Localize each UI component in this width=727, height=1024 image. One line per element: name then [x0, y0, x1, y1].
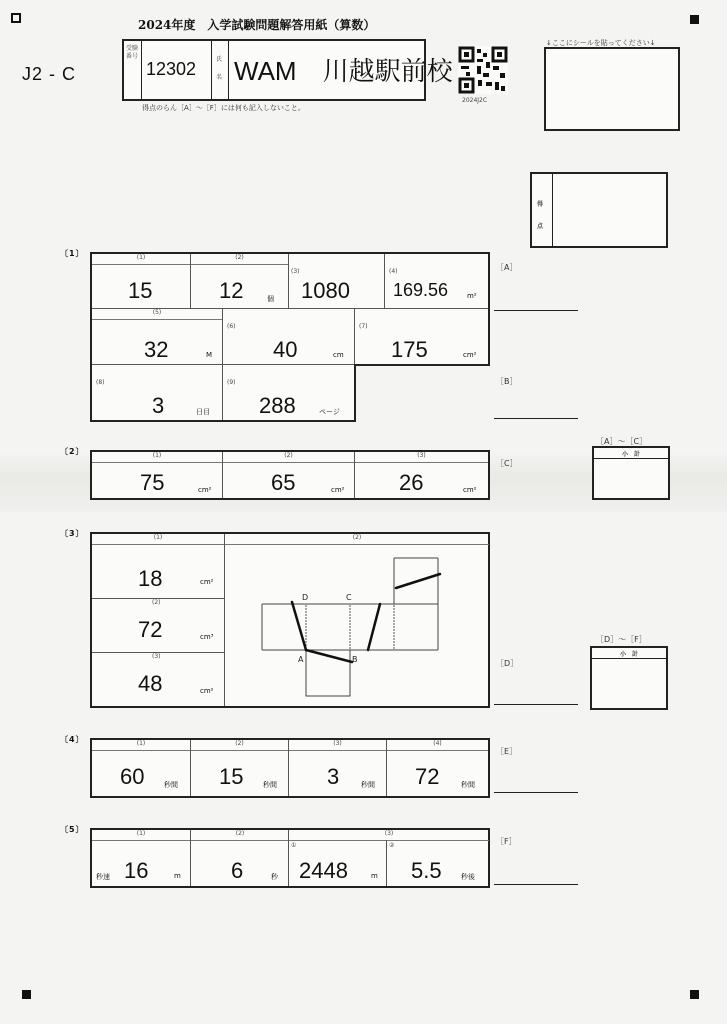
cut-line-3 — [368, 604, 380, 650]
answer-cell[interactable]: (5) 32 M — [92, 308, 222, 364]
section-1-row-3 — [90, 364, 356, 422]
label-a: A — [298, 655, 304, 664]
answer-cell[interactable]: (3) 48 cm² — [92, 652, 224, 706]
score-label-b: ［B］ — [496, 377, 518, 386]
answer-value: 60 — [120, 764, 145, 789]
score-label-a: ［A］ — [496, 263, 518, 272]
notice-text: 得点のらん［A］～［F］には何も記入しないこと。 — [142, 104, 305, 112]
registration-mark-top-right — [690, 15, 699, 24]
section-2-row — [90, 450, 490, 500]
answer-cell[interactable]: 秒速 16 m — [96, 858, 181, 883]
label-c: C — [346, 593, 352, 602]
total-score-box — [530, 172, 668, 248]
score-line-b[interactable] — [494, 418, 578, 419]
cube-net-diagram[interactable] — [226, 546, 486, 704]
section-1-label: 〔1〕 — [60, 249, 85, 258]
answer-cell[interactable]: (3) 3 秒間 — [288, 740, 386, 796]
answer-cell[interactable]: 6 秒 — [190, 840, 288, 886]
label-d: D — [302, 593, 309, 602]
form-code: J2 - C — [22, 64, 77, 84]
cut-line-4 — [396, 574, 440, 588]
score-line-f[interactable] — [494, 884, 578, 885]
answer-cell[interactable]: (4) 169.56 m² — [384, 254, 488, 310]
answer-cell[interactable]: (1) 75 cm² — [92, 452, 222, 498]
answer-cell[interactable]: 18 cm² — [138, 566, 214, 591]
sheet-title: 2024年度 入学試験問題解答用紙（算数） — [138, 18, 376, 32]
answer-cell[interactable]: (9) 288 ページ — [222, 364, 354, 420]
answer-value: 5.5 — [411, 858, 442, 883]
answer-value: 26 — [399, 470, 424, 495]
label-b: B — [352, 655, 358, 664]
answer-cell[interactable]: (2) 72 cm³ — [92, 598, 224, 652]
answer-value: 15 — [128, 278, 153, 303]
answer-value: 40 — [273, 337, 298, 362]
answer-value: 288 — [259, 393, 296, 418]
section-3-table: (1) (2) 18 cm² (2) 72 cm³ (3) 48 cm² D C A B — [90, 532, 490, 708]
section-5-label: 〔5〕 — [60, 825, 85, 834]
answer-value: 32 — [144, 337, 169, 362]
subtotal-df-label: ［D］～［F］ — [596, 635, 647, 644]
answer-cell[interactable]: (3) 26 cm² — [354, 452, 488, 498]
sticker-box — [544, 47, 680, 131]
answer-cell[interactable]: (2) 65 cm² — [222, 452, 354, 498]
section-1-row-1 — [90, 252, 490, 312]
registration-mark-top-left — [11, 13, 21, 23]
answer-value: 12 — [219, 278, 244, 303]
answer-value: 16 — [124, 858, 149, 883]
subtotal-ac-box[interactable]: 小 計 — [592, 446, 670, 500]
cut-line-1 — [292, 602, 306, 650]
answer-cell[interactable]: (1) 60 秒間 — [92, 740, 190, 796]
subtotal-ac-label: ［A］～［C］ — [596, 437, 648, 446]
answer-cell[interactable]: (2) 12 個 — [190, 254, 288, 310]
answer-value: 6 — [231, 858, 244, 883]
score-label-f: ［F］ — [496, 837, 517, 846]
section-5-row: (1) (2) (3) 秒速 16 m 6 秒 ① 2448 m ② 5.5 秒後 — [90, 828, 490, 888]
answer-value: 18 — [138, 566, 163, 591]
section-4-row — [90, 738, 490, 798]
registration-mark-bottom-left — [22, 990, 31, 999]
sticker-instruction: ↓ここにシールを貼ってください↓ — [546, 39, 656, 47]
answer-value: 2448 — [299, 858, 348, 883]
answer-cell[interactable]: (3) 1080 — [288, 254, 384, 310]
qr-caption: 2024J2C — [462, 97, 488, 104]
answer-value: 3 — [152, 393, 165, 418]
answer-cell[interactable]: (8) 3 日目 — [92, 364, 222, 420]
answer-value: 169.56 — [393, 280, 449, 300]
subtotal-df-box[interactable]: 小 計 — [590, 646, 668, 710]
score-line-a[interactable] — [494, 310, 578, 311]
answer-cell[interactable]: ① 2448 m — [288, 840, 386, 886]
score-line-d[interactable] — [494, 704, 578, 705]
answer-value: 175 — [391, 337, 428, 362]
answer-cell[interactable]: (7) 175 cm² — [354, 308, 488, 364]
qr-code-icon — [458, 46, 508, 94]
name-label: 氏名 — [216, 56, 223, 81]
exam-info-box — [122, 39, 453, 101]
registration-mark-bottom-right — [690, 990, 699, 999]
exam-number-label: 受験番号 — [126, 45, 139, 60]
answer-value: 75 — [140, 470, 165, 495]
answer-value: 72 — [138, 617, 163, 642]
answer-value: 1080 — [301, 278, 350, 303]
answer-value: 15 — [219, 764, 244, 789]
section-1-row-2 — [90, 308, 490, 366]
answer-cell[interactable]: (2) 15 秒間 — [190, 740, 288, 796]
answer-value: 65 — [271, 470, 296, 495]
answer-value: 48 — [138, 671, 163, 696]
exam-number: 12302 — [146, 59, 197, 79]
score-label-d: ［D］ — [496, 659, 519, 668]
answer-cell[interactable]: (4) 72 秒間 — [386, 740, 488, 796]
section-2-label: 〔2〕 — [60, 447, 85, 456]
answer-cell[interactable]: (1) 15 — [92, 254, 190, 310]
score-label-c: ［C］ — [496, 459, 518, 468]
score-line-e[interactable] — [494, 792, 578, 793]
student-name: WAM 川越駅前校 — [234, 56, 453, 86]
section-4-label: 〔4〕 — [60, 735, 85, 744]
score-label-e: ［E］ — [496, 747, 518, 756]
answer-cell[interactable]: (6) 40 cm — [222, 308, 354, 364]
section-3-label: 〔3〕 — [60, 529, 85, 538]
answer-value: 72 — [415, 764, 440, 789]
score-label: 得点 — [537, 201, 544, 230]
answer-value: 3 — [327, 764, 340, 789]
answer-cell[interactable]: ② 5.5 秒後 — [386, 840, 488, 886]
cut-line-2 — [306, 650, 352, 662]
